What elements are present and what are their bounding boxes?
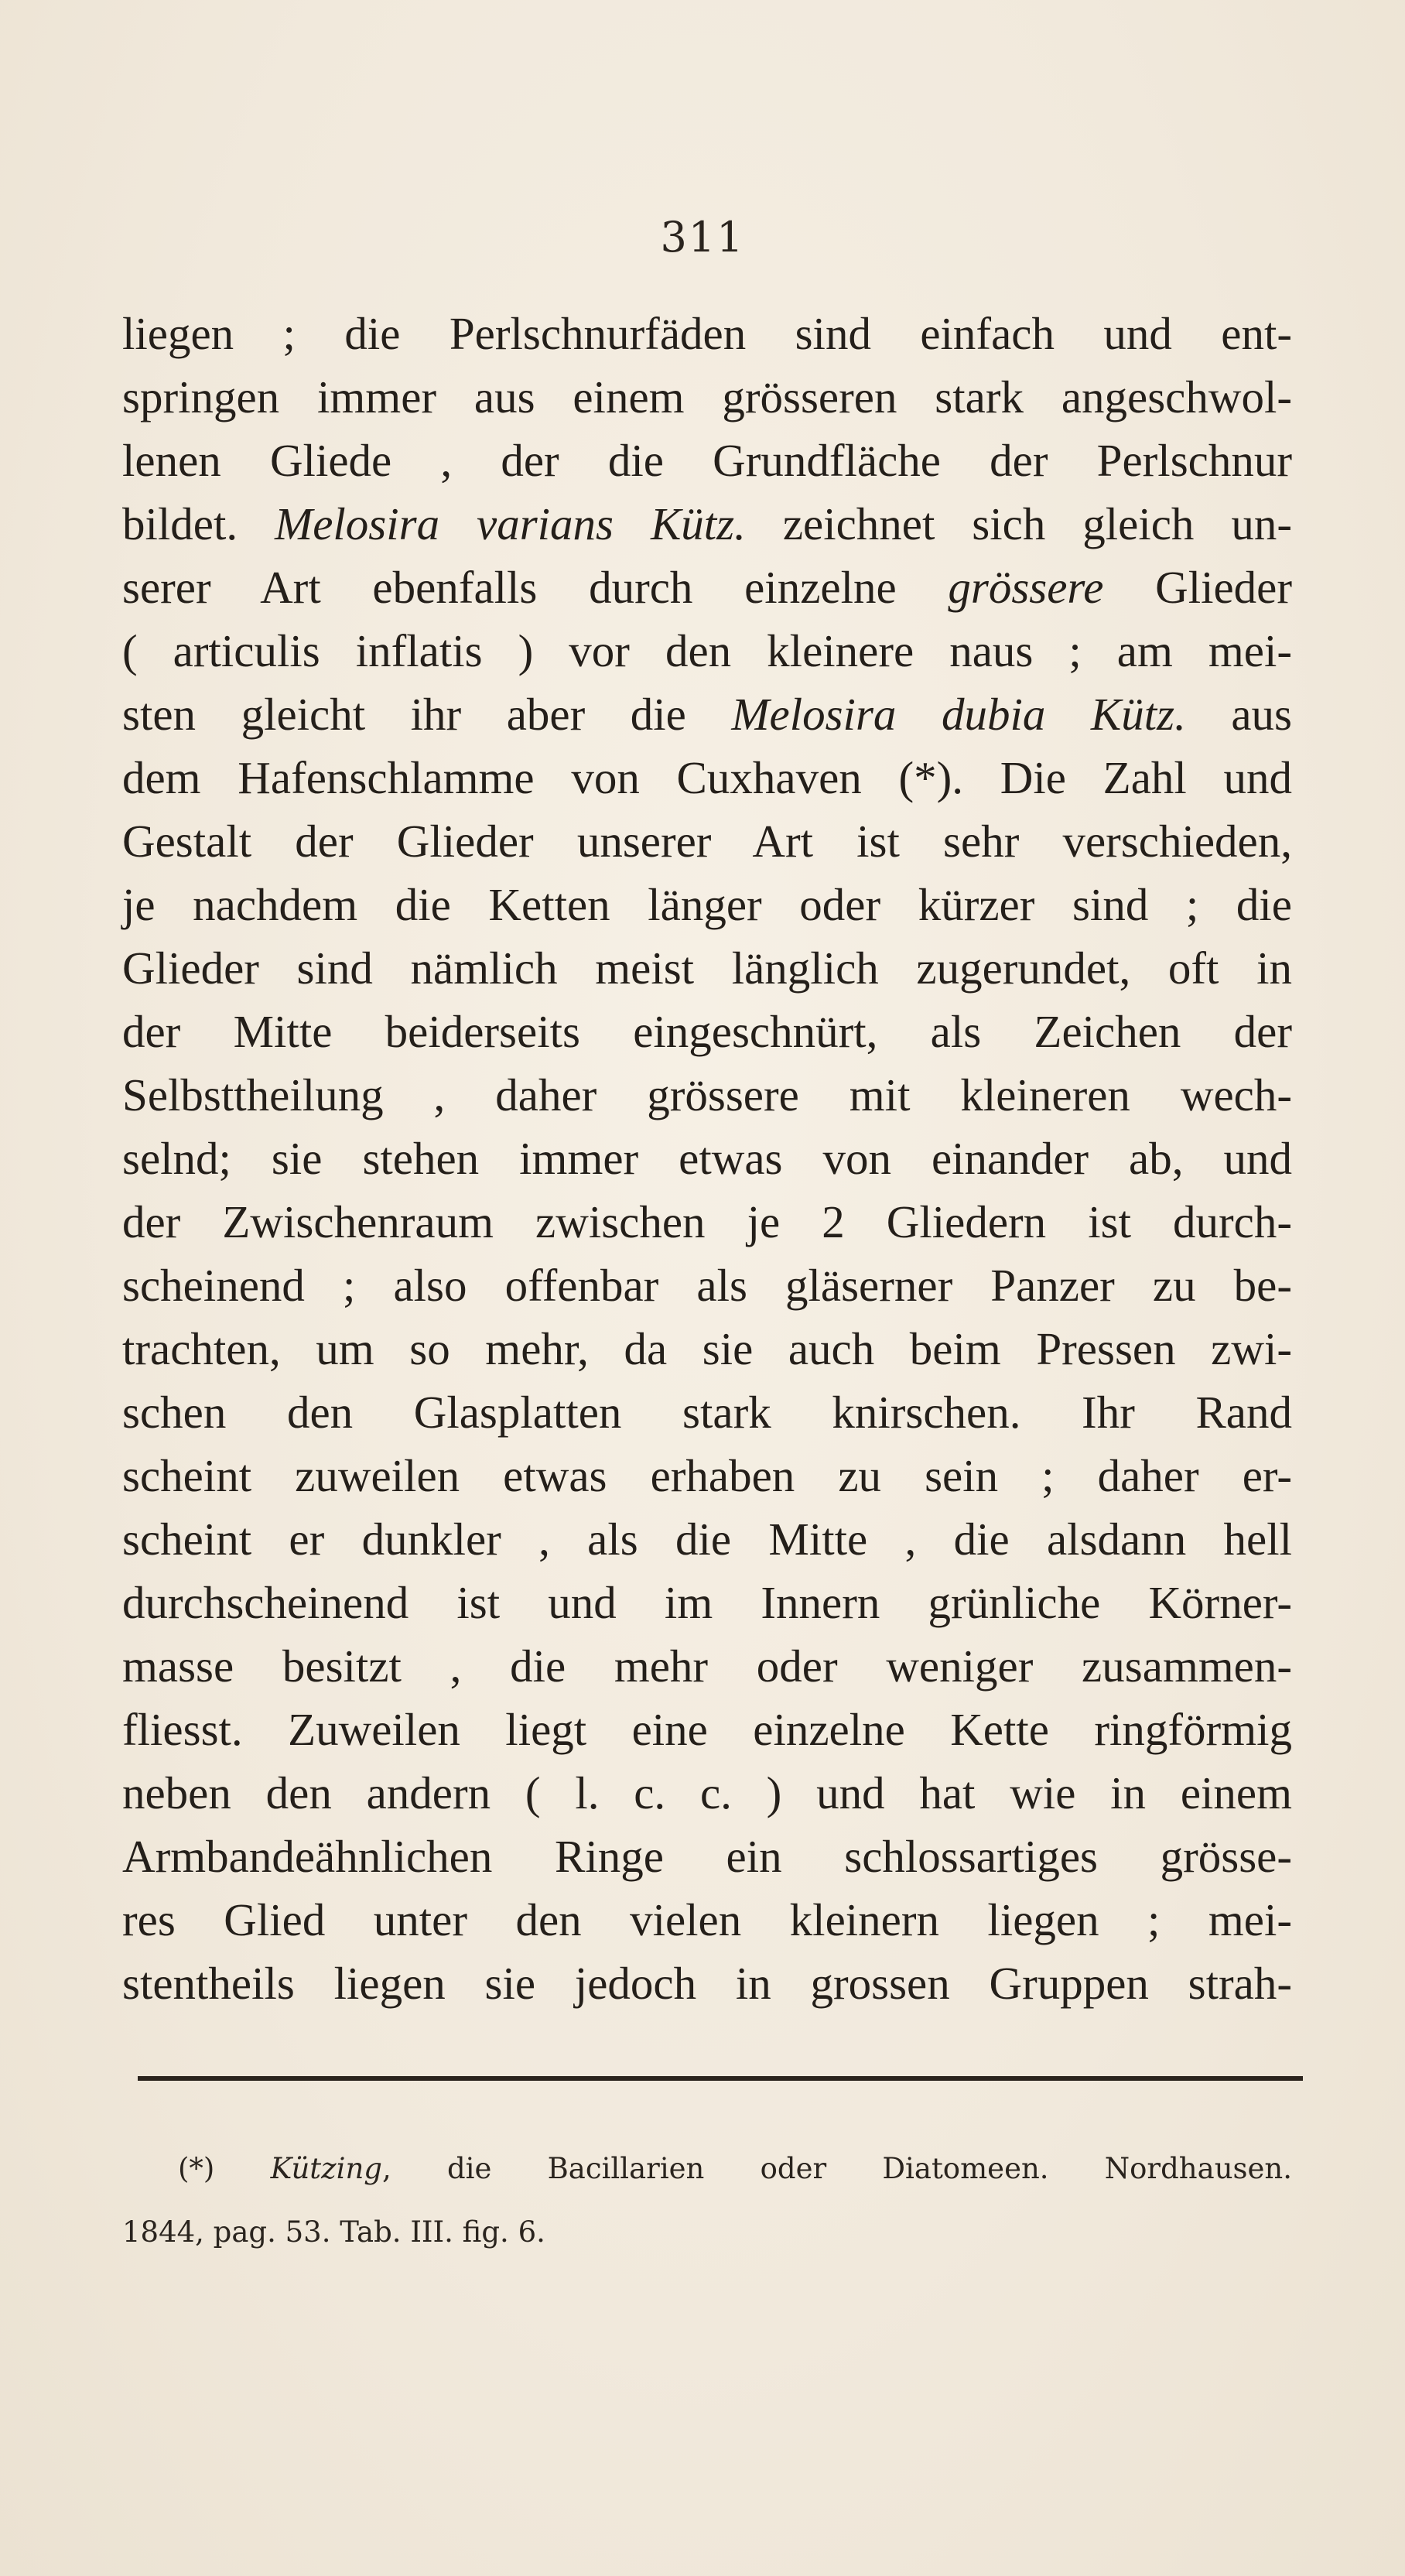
footnote [122, 2137, 1292, 2264]
text-line [122, 429, 1292, 492]
text-line [122, 1000, 1292, 1063]
text-segment: der Zwischenraum zwischen je 2 Gliedern ist durch- [122, 1196, 1292, 1247]
text-segment: fliesst. Zuweilen liegt eine einzelne Kette ringförmig [122, 1704, 1292, 1755]
text-segment: Glieder [1103, 562, 1293, 613]
text-segment: , die Bacillarien oder Diatomeen. Nordhausen. [381, 2152, 1292, 2185]
text-segment: scheinend ; also offenbar als gläserner Panzer zu be- [122, 1260, 1292, 1311]
text-line [122, 619, 1292, 682]
text-segment: 1844, pag. 53. Tab. III. fig. 6. [122, 2215, 545, 2249]
text-segment: dem Hafenschlamme von Cuxhaven (*). Die Zahl und [122, 752, 1292, 803]
body-text [122, 302, 1292, 2015]
italic-text: Melosira dubia Kütz. [731, 689, 1186, 740]
text-segment: aus [1185, 689, 1293, 740]
text-line [122, 1507, 1292, 1571]
text-line [122, 1063, 1292, 1127]
text-line [122, 1127, 1292, 1190]
text-line [122, 302, 1292, 365]
text-segment: masse besitzt , die mehr oder weniger zusammen- [122, 1640, 1292, 1692]
page-number: 311 [660, 213, 745, 262]
text-line [122, 1952, 1292, 2015]
text-line [122, 556, 1292, 619]
text-segment: bildet. [122, 498, 275, 549]
text-line [122, 682, 1292, 746]
text-line [122, 1634, 1292, 1698]
text-segment: serer Art ebenfalls durch einzelne [122, 562, 949, 613]
text-segment: je nachdem die Ketten länger oder kürzer sind ; die [122, 879, 1292, 930]
text-line [122, 1380, 1292, 1444]
text-segment: neben den andern ( l. c. c. ) und hat wie in einem [122, 1767, 1292, 1818]
text-segment: res Glied unter den vielen kleinern liegen ; mei- [122, 1894, 1292, 1945]
text-line [122, 1571, 1292, 1634]
text-segment: der Mitte beiderseits eingeschnürt, als Zeichen der [122, 1006, 1292, 1057]
italic-text: grössere [948, 562, 1104, 613]
text-line [122, 1825, 1292, 1888]
text-line [122, 746, 1292, 809]
text-segment: liegen ; die Perlschnurfäden sind einfach und ent- [122, 308, 1292, 359]
text-segment: sten gleicht ihr aber die [122, 689, 732, 740]
footnote-line-2 [122, 2201, 1292, 2264]
text-segment: stentheils liegen sie jedoch in grossen Gruppen strah- [122, 1958, 1292, 2009]
text-line [122, 873, 1292, 936]
text-line [122, 1444, 1292, 1507]
text-line [122, 809, 1292, 873]
text-line [122, 1761, 1292, 1825]
text-segment: springen immer aus einem grösseren stark angeschwol- [122, 371, 1292, 422]
text-line [122, 1254, 1292, 1317]
text-line [122, 936, 1292, 1000]
text-segment: scheint zuweilen etwas erhaben zu sein ; daher er- [122, 1450, 1292, 1501]
italic-text: Kützing [270, 2152, 382, 2185]
text-segment: selnd; sie stehen immer etwas von einander ab, und [122, 1133, 1292, 1184]
text-segment: durchscheinend ist und im Innern grünliche Körner- [122, 1577, 1292, 1628]
text-line [122, 1888, 1292, 1952]
text-segment: Selbsttheilung , daher grössere mit kleineren wech- [122, 1069, 1292, 1120]
text-segment: schen den Glasplatten stark knirschen. Ihr Rand [122, 1387, 1292, 1438]
text-segment: lenen Gliede , der die Grundfläche der Perlschnur [122, 435, 1292, 486]
text-segment: ( articulis inflatis ) vor den kleinere naus ; am mei- [122, 625, 1292, 676]
footnote-line-1 [122, 2137, 1292, 2201]
text-line [122, 1698, 1292, 1761]
text-line [122, 1317, 1292, 1380]
text-line [122, 1190, 1292, 1254]
text-segment: scheint er dunkler , als die Mitte , die alsdann hell [122, 1514, 1292, 1565]
text-segment: zeichnet sich gleich un- [745, 498, 1292, 549]
text-segment: trachten, um so mehr, da sie auch beim Pressen zwi- [122, 1323, 1292, 1374]
italic-text: Melosira varians Kütz. [275, 498, 746, 549]
text-segment: Gestalt der Glieder unserer Art ist sehr verschieden, [122, 816, 1292, 867]
text-line [122, 492, 1292, 556]
text-segment: Glieder sind nämlich meist länglich zugerundet, oft in [122, 942, 1292, 994]
footnote-divider [138, 2076, 1303, 2081]
text-line [122, 365, 1292, 429]
text-segment: (*) [178, 2152, 271, 2185]
text-segment: Armbandeähnlichen Ringe ein schlossartiges grösse- [122, 1831, 1292, 1882]
